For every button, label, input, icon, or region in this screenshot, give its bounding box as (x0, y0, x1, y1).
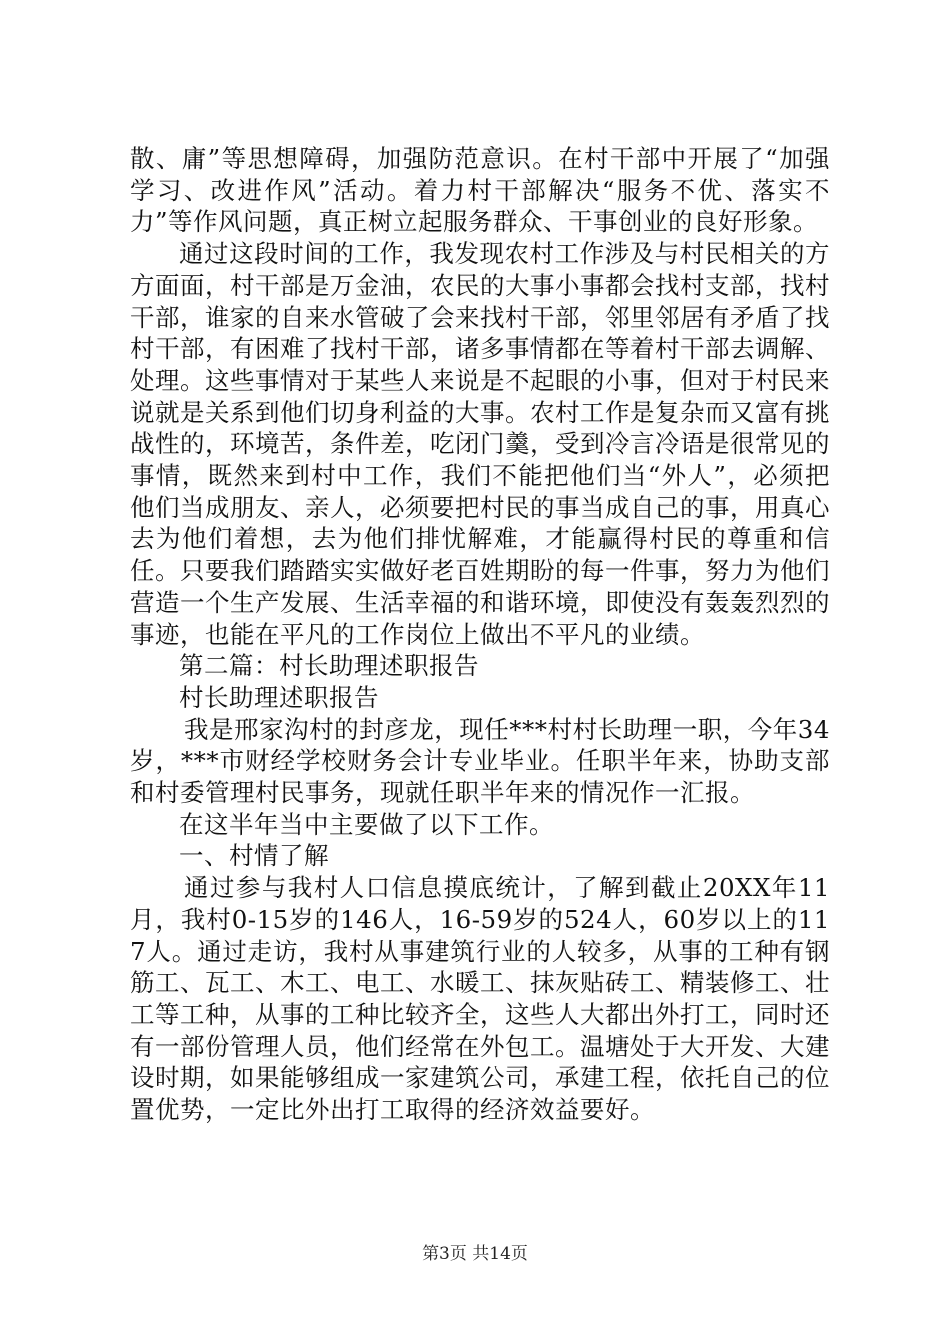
paragraph-work-reflection: 通过这段时间的工作，我发现农村工作涉及与村民相关的方方面面，村干部是万金油，农民的大事小事都会找村支部，找村干部，谁家的自来水管破了会来找村干部，邻里邻居有矛盾了找村干部，有困难了找村干部，诸多事情都在等着村干部去调解、处理。这些事情对于某些人来说是不起眼的小事，但对于村民来说就是关系到他们切身利益的大事。农村工作是复杂而又富有挑战性的，环境苦，条件差，吃闭门羹，受到冷言冷语是很常见的事情，既然来到村中工作，我们不能把他们当“外人”，必须把他们当成朋友、亲人，必须要把村民的事当成自己的事，用真心去为他们着想，去为他们排忧解难，才能赢得村民的尊重和信任。只要我们踏踏实实做好老百姓期盼的每一件事，努力为他们营造一个生产发展、生活幸福的和谐环境，即使没有轰轰烈烈的事迹，也能在平凡的工作岗位上做出不平凡的业绩。 (130, 239, 830, 649)
paragraph-work-summary-intro: 在这半年当中主要做了以下工作。 (179, 809, 554, 839)
section-title-part-two: 第二篇：村长助理述职报告 (179, 651, 479, 681)
document-body (130, 143, 830, 1126)
page-number-footer: 第3页 共14页 (422, 1244, 528, 1264)
section-heading-village-overview: 一、村情了解 (179, 841, 329, 871)
paragraph-continuation: 散、庸”等思想障碍，加强防范意识。在村干部中开展了“加强学习、改进作风”活动。着力村干部解决“服务不优、落实不力”等作风问题，真正树立起服务群众、干事创业的良好形象。 (130, 144, 830, 237)
report-title: 村长助理述职报告 (179, 682, 379, 712)
paragraph-village-statistics: 通过参与我村人口信息摸底统计，了解到截止20XX年11月，我村0-15岁的146人，16-59岁的524人，60岁以上的117人。通过走访，我村从事建筑行业的人较多，从事的工种有钢筋工、瓦工、木工、电工、水暖工、抹灰贴砖工、精装修工、壮工等工种，从事的工种比较齐全，这些人大都出外打工，同时还有一部份管理人员，他们经常在外包工。温塘处于大开发、大建设时期，如果能够组成一家建筑公司，承建工程，依托自己的位置优势，一定比外出打工取得的经济效益要好。 (130, 873, 830, 1125)
paragraph-self-introduction: 我是邢家沟村的封彦龙，现任***村村长助理一职，今年34岁，***市财经学校财务会计专业毕业。任职半年来，协助支部和村委管理村民事务，现就任职半年来的情况作一汇报。 (130, 714, 830, 808)
